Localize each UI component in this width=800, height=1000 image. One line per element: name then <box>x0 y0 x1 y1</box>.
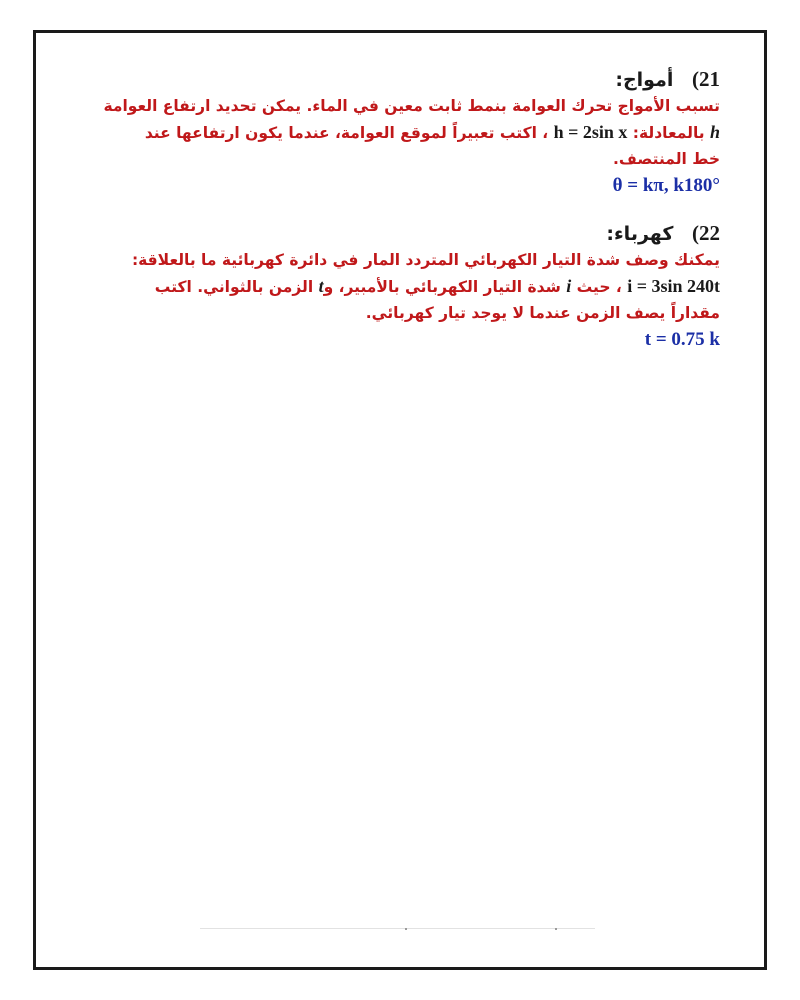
question-22 <box>84 220 720 354</box>
footer-strip <box>200 928 595 967</box>
question-text-segment: بالمعادلة: <box>627 124 710 142</box>
question-text-segment: شدة التيار الكهربائي بالأمبير، و <box>323 278 567 296</box>
height-equation: h = 2sin x <box>553 122 628 142</box>
answer-text: t = 0.75 k <box>644 329 720 350</box>
question-title: كهرباء: <box>606 223 674 245</box>
question-text <box>84 93 720 172</box>
footer-mark <box>405 928 407 930</box>
question-heading <box>84 220 720 247</box>
variable-t: t <box>318 276 324 296</box>
answer-text: θ = kπ, k180° <box>612 175 720 196</box>
question-21 <box>84 66 720 200</box>
question-text-segment: ، اكتب تعبيراً لموقع العوامة، عندما يكون ارتفاعها عند <box>144 124 554 142</box>
question-text-segment: الزمن بالثواني. اكتب <box>154 278 319 296</box>
question-text-segment: ، حيث <box>571 278 628 296</box>
question-title: أمواج: <box>615 69 674 91</box>
question-heading <box>84 66 720 93</box>
question-number: 21) <box>692 67 720 91</box>
question-text-line: تسبب الأمواج تحرك العوامة بنمط ثابت معين في الماء. يمكن تحديد ارتفاع العوامة <box>103 97 720 115</box>
question-text-line: خط المنتصف. <box>613 150 720 168</box>
footer-mark <box>555 928 557 930</box>
worksheet-content <box>84 66 720 354</box>
question-text <box>84 247 720 326</box>
variable-i: i <box>566 276 572 296</box>
variable-h: h <box>709 122 720 142</box>
question-text-line: يمكنك وصف شدة التيار الكهربائي المتردد المار في دائرة كهربائية ما بالعلاقة: <box>131 251 720 269</box>
question-text-line: مقداراً يصف الزمن عندما لا يوجد تيار كهربائي. <box>365 304 720 322</box>
current-equation: i = 3sin 240t <box>627 276 720 296</box>
question-number: 22) <box>692 221 720 245</box>
